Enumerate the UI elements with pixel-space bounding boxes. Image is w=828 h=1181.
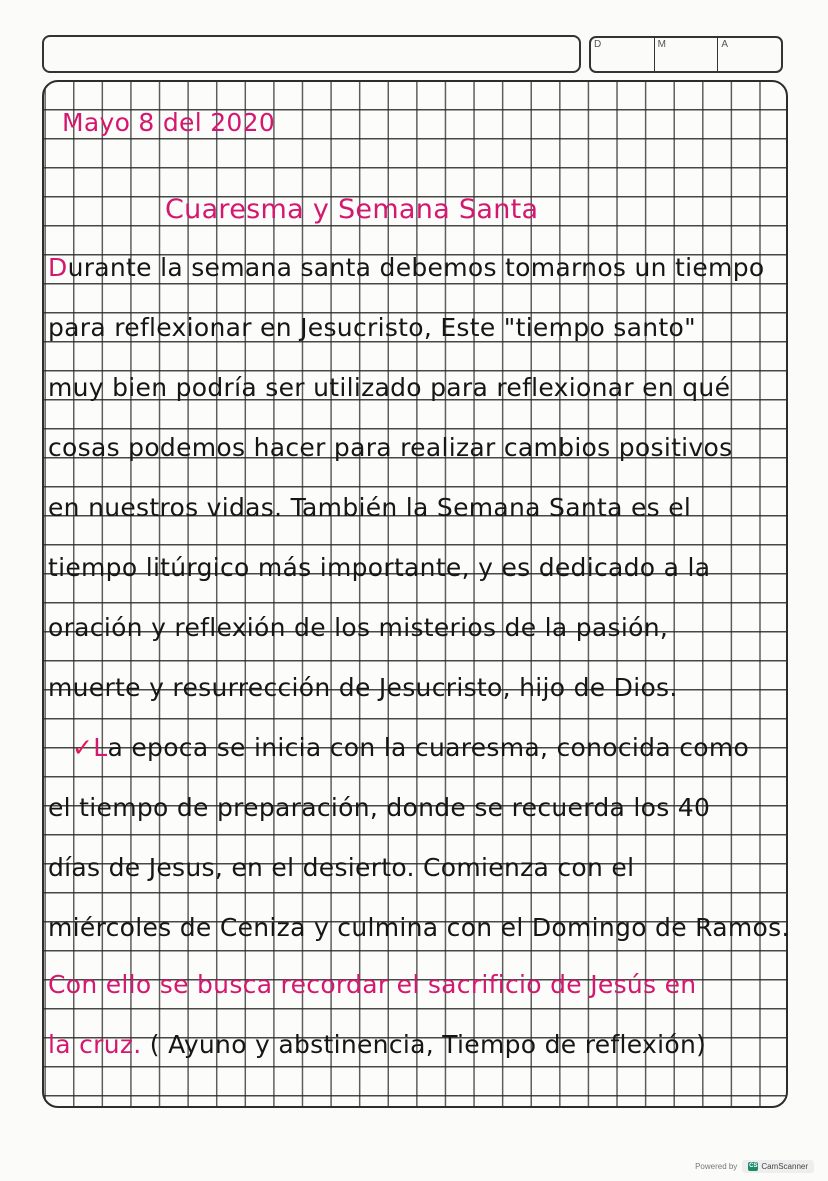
checkmark-icon: ✓ (72, 733, 94, 762)
paragraph-initial: L (93, 733, 108, 762)
note-line-7: oración y reflexión de los misterios de la pasión, (48, 613, 669, 642)
note-title: Cuaresma y Semana Santa (165, 194, 539, 225)
date-field-box (589, 36, 783, 73)
camscanner-badge (742, 1160, 814, 1173)
powered-by-label: Powered by (695, 1162, 738, 1171)
note-line-10: el tiempo de preparación, donde se recuerda los 40 (48, 793, 711, 822)
camscanner-watermark (695, 1160, 814, 1173)
note-line-4: cosas podemos hacer para realizar cambios positivos (48, 433, 733, 462)
date-day-cell: D (591, 38, 655, 71)
note-line-14: la cruz. ( Ayuno y abstinencia, Tiempo de reflexión) (48, 1030, 707, 1059)
note-line-8: muerte y resurrección de Jesucristo, hijo de Dios. (48, 673, 678, 702)
date-month-cell: M (655, 38, 719, 71)
note-date: Mayo 8 del 2020 (62, 108, 276, 137)
title-field-box (42, 35, 581, 73)
note-line-13: Con ello se busca recordar el sacrificio de Jesús en (48, 970, 697, 999)
note-line-6: tiempo litúrgico más importante, y es dedicado a la (48, 553, 711, 582)
note-line-9: ✓La epoca se inicia con la cuaresma, conocida como (72, 733, 750, 762)
note-line-1: Durante la semana santa debemos tomarnos un tiempo (48, 253, 765, 282)
date-year-cell: A (721, 39, 729, 50)
note-line-11: días de Jesus, en el desierto. Comienza con el (48, 853, 635, 882)
note-line-12: miércoles de Ceniza y culmina con el Domingo de Ramos. (48, 913, 790, 942)
camscanner-name: CamScanner (761, 1162, 808, 1171)
drop-initial: D (48, 253, 68, 282)
grid-paper-area (42, 80, 788, 1108)
note-line-5: en nuestros vidas. También la Semana Santa es el (48, 493, 692, 522)
camscanner-logo-icon: CS (749, 1163, 758, 1169)
note-line-2: para reflexionar en Jesucristo, Este "tiempo santo" (48, 313, 696, 342)
note-line-3: muy bien podría ser utilizado para reflexionar en qué (48, 373, 731, 402)
